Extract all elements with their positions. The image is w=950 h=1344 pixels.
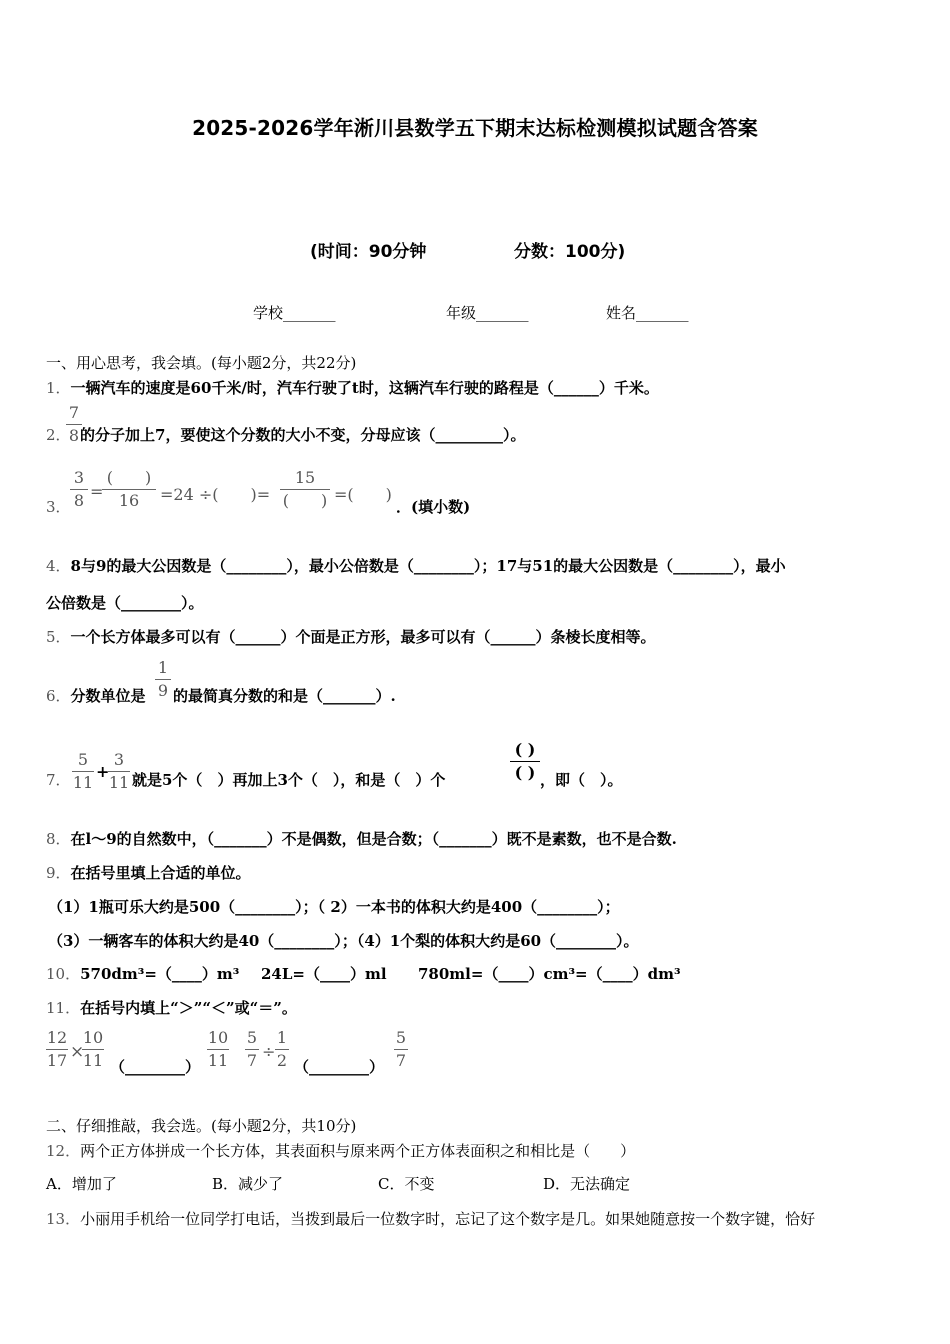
q3-f2-den: 16 — [118, 491, 140, 510]
q4-number: 4． — [46, 557, 71, 575]
q11-fraction-2 — [82, 1028, 104, 1071]
q11-f6-den: 7 — [395, 1051, 407, 1070]
question-9 — [46, 862, 251, 883]
q11-fraction-4 — [245, 1028, 259, 1071]
q11-times: × — [70, 1042, 85, 1062]
q3-f1-num: 3 — [73, 468, 85, 487]
q9-number: 9． — [46, 864, 71, 882]
q5-number: 5． — [46, 628, 71, 646]
q7-f3-num: ( ) — [514, 740, 536, 759]
q3-middle: =24 ÷( )= — [160, 485, 271, 504]
question-4 — [46, 555, 786, 576]
q6-fraction — [155, 658, 171, 701]
q11-f1-den: 17 — [46, 1051, 68, 1070]
q11-blank-1: （________） — [110, 1058, 201, 1076]
q9-text: 在括号里填上合适的单位。 — [70, 864, 251, 882]
section2-heading: 二、仔细推敲，我会选。(每小题2分，共10分) — [46, 1117, 357, 1135]
q4-line1: 8与9的最大公因数是（________），最小公倍数是（________）；17与51的最大公因数是（________），最小 — [70, 557, 786, 575]
q3-f1-den: 8 — [73, 491, 85, 510]
section1-heading: 一、用心思考，我会填。(每小题2分，共22分) — [46, 354, 357, 372]
q11-text: 在括号内填上“＞”“＜”或“＝”。 — [80, 999, 297, 1017]
q11-f1-num: 12 — [46, 1028, 68, 1047]
q3-fraction-2 — [102, 468, 156, 511]
q8-number: 8． — [46, 830, 71, 848]
q3-suffix: ．(填小数) — [396, 498, 471, 516]
q7-f1-den: 11 — [72, 773, 94, 792]
q2-denominator: 8 — [68, 426, 80, 445]
q11-fraction-5 — [275, 1028, 289, 1071]
q11-f5-num: 1 — [276, 1028, 288, 1047]
q7-fraction-2 — [108, 750, 130, 793]
q12-text: 两个正方体拼成一个长方体，其表面积与原来两个正方体表面积之和相比是（ ） — [80, 1142, 636, 1160]
question-10 — [46, 963, 239, 984]
q12-option-d[interactable]: D．无法确定 — [543, 1175, 631, 1193]
q7-f1-num: 5 — [77, 750, 89, 769]
q7-f3-den: ( ) — [514, 763, 536, 782]
q2-text: 的分子加上7，要使这个分数的大小不变，分母应该（_________）。 — [80, 426, 526, 444]
time-label: (时间：90分钟 — [310, 242, 427, 262]
q11-number: 11． — [46, 999, 81, 1017]
q3-f2-num: ( ) — [106, 468, 152, 487]
question-6 — [46, 685, 146, 706]
q2-number: 2． — [46, 426, 71, 444]
q3-eq1: = — [90, 482, 104, 501]
q10-number: 10． — [46, 965, 81, 983]
q4-line2: 公倍数是（________）。 — [46, 594, 204, 612]
question-13 — [46, 1208, 815, 1229]
question-11 — [46, 997, 297, 1018]
q11-fraction-6 — [394, 1028, 408, 1071]
q10-part-a: 570dm³=（____）m³ — [80, 965, 240, 983]
q7-f2-den: 11 — [108, 773, 130, 792]
q11-f2-num: 10 — [82, 1028, 104, 1047]
q3-f3-den: ( ) — [282, 491, 328, 510]
q11-f3-den: 11 — [207, 1051, 229, 1070]
q10-part-c: 780ml=（____）cm³=（____）dm³ — [418, 965, 681, 983]
q9-line2: （3）一辆客车的体积大约是40（________）；（4）1个梨的体积大约是60（________）。 — [48, 932, 639, 950]
q7-fraction-3 — [510, 740, 540, 783]
q12-option-c[interactable]: C．不变 — [378, 1175, 435, 1193]
q7-plus: + — [96, 762, 110, 781]
q12-number: 12． — [46, 1142, 81, 1160]
q5-text: 一个长方体最多可以有（______）个面是正方形，最多可以有（______）条棱长度相等。 — [70, 628, 656, 646]
q9-line1: （1）1瓶可乐大约是500（________）；（ 2）一本书的体积大约是400（________）； — [48, 898, 620, 916]
question-1 — [46, 377, 659, 398]
q3-eq2: =( ) — [334, 485, 392, 504]
q6-denominator: 9 — [157, 681, 169, 700]
q3-fraction-1 — [70, 468, 88, 511]
q6-numerator: 1 — [157, 658, 169, 677]
q11-f5-den: 2 — [276, 1051, 288, 1070]
score-label: 分数：100分) — [514, 242, 626, 262]
q6-pre: 分数单位是 — [70, 687, 146, 705]
q7-number: 7． — [46, 771, 71, 789]
q11-fraction-3 — [207, 1028, 229, 1071]
q12-option-b[interactable]: B．减少了 — [212, 1175, 284, 1193]
q11-f2-den: 11 — [82, 1051, 104, 1070]
q7-fraction-1 — [72, 750, 94, 793]
q6-number: 6． — [46, 687, 71, 705]
question-5 — [46, 626, 656, 647]
q10-part-b: 24L=（____）ml — [261, 965, 387, 983]
school-field: 学校_______ — [253, 304, 336, 322]
q8-text: 在l～9的自然数中，（_______）不是偶数，但是合数；（_______）既不是素数，也不是合数. — [70, 830, 677, 848]
q11-divide: ÷ — [262, 1042, 276, 1061]
q12-option-a[interactable]: A．增加了 — [46, 1175, 117, 1193]
q6-post: 的最简真分数的和是（_______）. — [173, 687, 396, 705]
q11-fraction-1 — [46, 1028, 68, 1071]
q11-f4-num: 5 — [246, 1028, 258, 1047]
q7-text1: 就是5个（ ）再加上3个（ ），和是（ ）个 — [132, 771, 446, 789]
grade-field: 年级_______ — [446, 304, 529, 322]
q7-f2-num: 3 — [113, 750, 125, 769]
q11-f3-num: 10 — [207, 1028, 229, 1047]
q11-f6-num: 5 — [395, 1028, 407, 1047]
question-8 — [46, 828, 677, 849]
q3-fraction-3 — [280, 468, 330, 511]
q3-number: 3． — [46, 498, 71, 516]
question-12 — [46, 1140, 635, 1161]
q11-f4-den: 7 — [246, 1051, 258, 1070]
page-title: 2025-2026学年淅川县数学五下期末达标检测模拟试题含答案 — [192, 116, 758, 140]
name-field: 姓名_______ — [606, 304, 689, 322]
q13-text: 小丽用手机给一位同学打电话，当拨到最后一位数字时，忘记了这个数字是几。如果她随意按一个数字键，恰好 — [80, 1210, 816, 1228]
q13-number: 13． — [46, 1210, 81, 1228]
q1-text: 一辆汽车的速度是60千米/时，汽车行驶了t时，这辆汽车行驶的路程是（______）千米。 — [70, 379, 659, 397]
q2-numerator: 7 — [68, 403, 80, 422]
q11-blank-2: （________） — [294, 1058, 385, 1076]
q3-f3-num: 15 — [294, 468, 316, 487]
q7-text2: ，即（ ）。 — [540, 771, 623, 789]
q1-number: 1． — [46, 379, 71, 397]
